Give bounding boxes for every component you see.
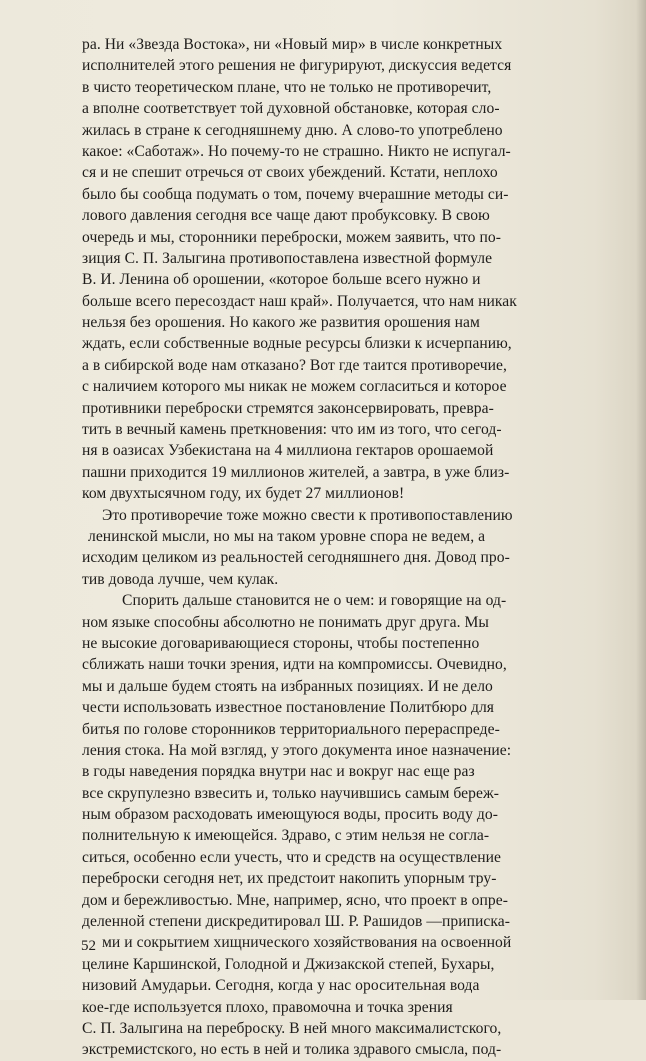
text-line: ком двухтысячном году, их будет 27 миллионов!	[82, 485, 405, 503]
text-line: лового давления сегодня все чаще дают пробуксовку. В свою	[82, 207, 490, 225]
text-line: не высокие договаривающиеся стороны, чтобы постепенно	[82, 634, 480, 652]
paragraph-start-line: Это противоречие тоже можно свести к противопоставлению	[102, 506, 513, 524]
text-line: пашни приходится 19 миллионов жителей, а завтра, в уже близ-	[82, 463, 510, 481]
text-line: больше всего пересоздаст наш край». Получается, что нам никак	[82, 292, 517, 310]
text-line: мы и дальше будем стоять на избранных позициях. И не дело	[82, 677, 493, 695]
text-line: а вполне соответствует той духовной обстановке, которая сло-	[82, 100, 500, 118]
text-line: было бы сообща подумать о том, почему вчерашние методы си-	[82, 185, 509, 203]
text-line: ления стока. На мой взгляд, у этого документа иное назначение:	[82, 741, 512, 759]
text-line: полнительную к имеющейся. Здраво, с этим нельзя не согла-	[82, 827, 490, 845]
text-line: кое-где используется плохо, правомочна и точка зрения	[82, 998, 453, 1016]
text-line: исходим целиком из реальностей сегодняшнего дня. Довод про-	[82, 549, 510, 567]
text-line: с наличием которого мы никак не можем согласиться и которое	[82, 378, 507, 396]
text-line: тить в вечный камень преткновения: что им из того, что сегод-	[82, 421, 502, 439]
paragraph-start-line: Спорить дальше становится не о чем: и говорящие на од-	[122, 592, 507, 610]
text-line: ситься, особенно если учесть, что и средств на осуществление	[82, 848, 502, 866]
text-line: очередь и мы, сторонники переброски, можем заявить, что по-	[82, 228, 501, 246]
text-line: сближать наши точки зрения, идти на компромиссы. Очевидно,	[82, 656, 507, 674]
text-line: ми и сокрытием хищнического хозяйствования на освоенной	[102, 934, 512, 952]
text-line: противники переброски стремятся законсервировать, превра-	[82, 399, 494, 417]
text-line: экстремистского, но есть в ней и толика здравого смысла, под-	[82, 1041, 502, 1059]
text-line: все скрупулезно взвесить и, только научившись самым береж-	[82, 784, 500, 802]
text-line: ном языке способны абсолютно не понимать друг друга. Мы	[82, 613, 489, 631]
text-line: С. П. Залыгина на переброску. В ней много максималистского,	[82, 1019, 502, 1037]
text-line: ным образом расходовать имеющуюся воды, просить воду до-	[82, 806, 499, 824]
text-line: низовий Амударьи. Сегодня, когда у нас оросительная вода	[82, 977, 480, 995]
text-line: битья по голове сторонников территориального перераспреде-	[82, 720, 500, 738]
text-line: ся и не спешит отречься от своих убеждений. Кстати, неплохо	[82, 164, 498, 182]
text-line: зиция С. П. Залыгина противопоставлена известной формуле	[82, 249, 493, 267]
page-edge-shadow	[636, 0, 646, 1000]
text-line: ленинской мысли, но мы на таком уровне спора не ведем, а	[88, 527, 486, 545]
text-line: ждать, если собственные водные ресурсы близки к исчерпанию,	[82, 335, 512, 353]
text-line: чести использовать известное постановление Политбюро для	[82, 699, 495, 717]
text-line: какое: «Саботаж». Но почему-то не страшно. Никто не испугал-	[82, 142, 511, 160]
text-line: ня в оазисах Узбекистана на 4 миллиона гектаров орошаемой	[82, 442, 494, 460]
text-line: дом и бережливостью. Мне, например, ясно, что проект в опре-	[82, 891, 508, 909]
text-line: в чисто теоретическом плане, что не только не противоречит,	[82, 78, 492, 96]
text-line: тив довода лучше, чем кулак.	[82, 570, 279, 588]
text-line: а в сибирской воде нам отказано? Вот где таится противоречие,	[82, 356, 507, 374]
page-number: 52	[81, 938, 96, 954]
text-line: жилась в стране к сегодняшнему дню. А слово-то употреблено	[82, 121, 503, 139]
page-text	[82, 34, 644, 1061]
text-line: нельзя без орошения. Но какого же развития орошения нам	[82, 314, 480, 332]
text-line: целине Каршинской, Голодной и Джизакской степей, Бухары,	[82, 955, 495, 973]
text-line: в годы наведения порядка внутри нас и вокруг нас еще раз	[82, 763, 475, 781]
text-line: В. И. Ленина об орошении, «которое больше всего нужно и	[82, 271, 481, 289]
text-line: ра. Ни «Звезда Востока», ни «Новый мир» в числе конкретных	[82, 36, 503, 53]
text-line: деленной степени дискредитировал Ш. Р. Рашидов —приписка-	[82, 913, 510, 931]
text-line: переброски сегодня нет, их предстоит накопить упорным тру-	[82, 870, 497, 888]
text-line: исполнителей этого решения не фигурируют, дискуссия ведется	[82, 57, 512, 75]
